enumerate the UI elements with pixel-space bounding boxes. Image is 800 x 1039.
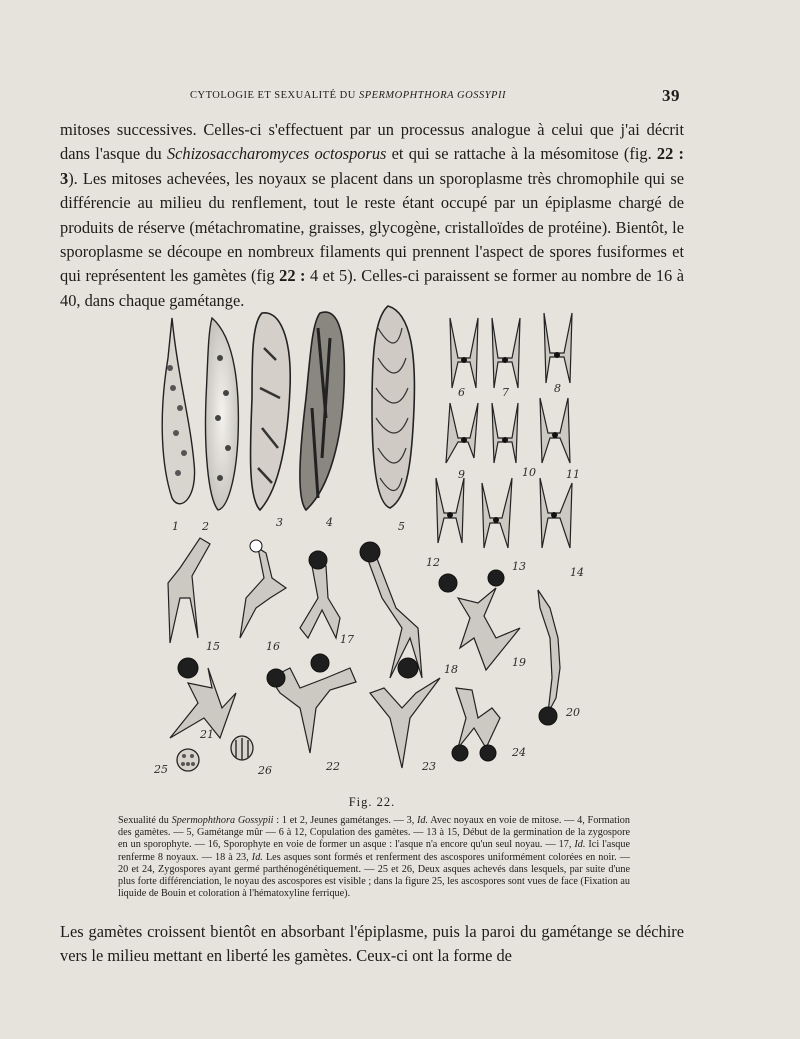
figure-caption: Sexualité du Spermophthora Gossypii : 1 et 2, Jeunes gamétanges. — 3, Id. Avec noyaux en voie de mitose. — 4, Formation des gamètes. — 5, Gamétange mûr — 6 à 12, Copulation des gamètes. — 13 à 15, Début de la germination de la zygospore en un sporophyte. — 16, Sporophyte en voie de former un asque : l'asque n'a encore qu'un seul noyau. — 17, Id. Ici l'asque renferme 8 noyaux. — 18 à 23, Id. Les asques sont formés et renferment des ascospores uniformément colorées en noir. — 20 et 24, Zygospores ayant germé parthénogénétiquement. — 25 et 26, Deux asques achevés dans lesquels, par suite d'une plus forte différenciation, le noyau des ascospores est visible ; dans la figure 25, les ascospores sont vues de face (Fixation au liquide de Bouin et coloration à l'hématoxyline ferrique). — [118, 815, 630, 900]
svg-text:8: 8 — [554, 382, 561, 395]
gamete-8 — [544, 313, 572, 383]
gamete-13 — [482, 478, 512, 548]
gamete-9 — [446, 403, 478, 463]
svg-text:14: 14 — [570, 566, 584, 579]
gamete-10 — [492, 403, 518, 463]
gamete-12 — [436, 478, 464, 543]
page-number: 39 — [662, 86, 680, 105]
sporophyte-17 — [300, 566, 340, 638]
gamete-11 — [540, 398, 570, 463]
svg-text:23: 23 — [422, 760, 436, 773]
species-name: Schizosaccharomyces octosporus — [166, 144, 387, 164]
gametangium-2 — [206, 318, 239, 510]
svg-text:25: 25 — [154, 763, 168, 776]
svg-text:12: 12 — [426, 556, 440, 569]
figure-caption-title: Fig. 22. — [348, 795, 396, 809]
figure-22-illustration — [140, 298, 610, 778]
svg-text:4: 4 — [326, 516, 333, 529]
svg-text:10: 10 — [522, 466, 536, 479]
gametangium-4 — [300, 312, 344, 510]
running-title-species: SPERMOPHTHORA GOSSYPII — [358, 90, 506, 101]
svg-text:7: 7 — [502, 386, 509, 399]
svg-text:22: 22 — [326, 760, 340, 773]
svg-text:2: 2 — [202, 520, 209, 533]
sporophyte-15 — [168, 538, 210, 643]
svg-text:20: 20 — [566, 706, 580, 719]
gametangium-5 — [372, 306, 414, 508]
paragraph-1: mitoses successives. Celles-ci s'effectuent par un processus analogue à celui que j'ai décrit dans l'asque du Schizosaccharomyces octosporus et qui se rattache à la mésomitose (fig. 22 : 3). Les mitoses achevées, les noyaux se placent dans un sporoplasme très chromophile qui se différencie au milieu du renflement, tout le reste étant occupé par un épiplasme chargé de produits de réserve (métachromatine, graisses, glycogène, cristalloïdes de protéine). Bientôt, le sporoplasme se découpe en nombreux filaments qui prennent l'aspect de spores fusiformes et qui représentent les gamètes (fig 22 : 4 et 5). Celles-ci paraissent se former au nombre de 16 à 40, dans chaque gamétange. — [60, 120, 684, 310]
figure-22-drawing — [140, 298, 610, 778]
running-header — [190, 86, 680, 106]
svg-text:16: 16 — [266, 640, 280, 653]
svg-text:19: 19 — [512, 656, 526, 669]
zygospore-24 — [456, 688, 500, 748]
zygospore-20 — [538, 590, 560, 713]
svg-text:11: 11 — [566, 468, 580, 481]
ascus-25 — [177, 749, 199, 771]
running-title: CYTOLOGIE ET SEXUALITÉ DU SPERMOPHTHORA GOSSYPII — [190, 90, 506, 101]
ascus-23 — [370, 678, 440, 768]
svg-text:18: 18 — [444, 663, 458, 676]
svg-text:21: 21 — [200, 728, 214, 741]
svg-text:15: 15 — [206, 640, 220, 653]
svg-text:24: 24 — [512, 746, 526, 759]
svg-text:5: 5 — [398, 520, 405, 533]
svg-text:1: 1 — [172, 520, 179, 533]
gamete-7 — [492, 318, 520, 388]
gamete-6 — [450, 318, 478, 388]
svg-text:13: 13 — [512, 560, 526, 573]
svg-text:6: 6 — [458, 386, 465, 399]
ascus-19 — [458, 588, 520, 670]
svg-text:17: 17 — [340, 633, 354, 646]
sporophyte-16 — [240, 548, 286, 638]
svg-text:9: 9 — [458, 468, 465, 481]
svg-text:26: 26 — [258, 764, 272, 777]
paragraph-2: Les gamètes croissent bientôt en absorbant l'épiplasme, puis la paroi du gamétange se déchire vers le milieu mettant en liberté les gamètes. Ceux-ci ont la forme de — [60, 922, 684, 966]
svg-text:3: 3 — [276, 516, 283, 529]
